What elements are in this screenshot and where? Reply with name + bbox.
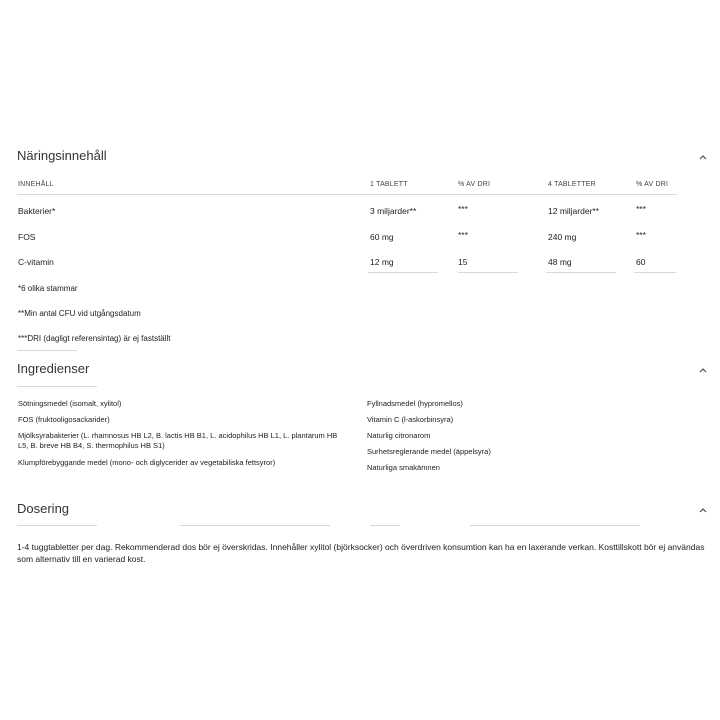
table-row-cell: 240 mg — [548, 232, 577, 242]
list-item: Naturliga smakämnen — [367, 463, 440, 472]
dosage-title[interactable]: Dosering — [17, 501, 70, 516]
list-item: Klumpförebyggande medel (mono- och diglycerider av vegetabiliska fettsyror) — [18, 458, 276, 467]
ingredients-title[interactable]: Ingredienser — [17, 361, 90, 376]
table-row-cell: 60 — [636, 257, 646, 267]
footnote: **Min antal CFU vid utgångsdatum — [18, 309, 141, 318]
table-row-cell: *** — [636, 230, 646, 240]
footnote: *6 olika stammar — [18, 284, 78, 293]
divider — [634, 272, 676, 273]
footnote: ***DRI (dagligt referensintag) är ej fastställt — [18, 334, 171, 343]
table-row-cell: 12 mg — [370, 257, 394, 267]
table-row-cell: *** — [636, 204, 646, 214]
divider — [368, 272, 438, 273]
list-item: FOS (fruktooligosackarider) — [18, 415, 110, 424]
list-item: Fyllnadsmedel (hypromellos) — [367, 399, 463, 408]
header-underline — [17, 194, 677, 195]
list-item: Naturlig citronarom — [367, 431, 431, 440]
table-row-cell: Bakterier* — [18, 206, 56, 216]
nutrition-title[interactable]: Näringsinnehåll — [17, 148, 107, 163]
table-row-cell: *** — [458, 230, 468, 240]
dosage-divider — [470, 525, 640, 526]
dosage-divider — [180, 525, 330, 526]
header-dri-4: % AV DRI — [636, 181, 669, 188]
table-row-cell: C-vitamin — [18, 257, 54, 267]
list-item: Mjölksyrabakterier (L. rhamnosus HB L2, B. lactis HB B1, L. acidophilus HB L1, L. plantarum HB L5, B. breve HB B4, S. thermophilus HB S1) — [18, 431, 338, 450]
divider — [458, 272, 518, 273]
divider — [546, 272, 616, 273]
ingredients-title-underline — [17, 386, 97, 387]
dosage-divider — [17, 525, 97, 526]
dosage-text: 1-4 tuggtabletter per dag. Rekommenderad dos bör ej överskridas. Innehåller xylitol (björksocker) och överdriven konsumtion kan ha en laxerande verkan. Kosttillskott bör ej användas som alternativ till en varierad kost. — [17, 542, 705, 564]
dosage-divider — [370, 525, 400, 526]
table-row-cell: 12 miljarder** — [548, 206, 600, 216]
table-row-cell: 15 — [458, 257, 468, 267]
header-4-tabletter: 4 TABLETTER — [548, 181, 596, 188]
list-item: Surhetsreglerande medel (äppelsyra) — [367, 447, 491, 456]
table-row-cell: 3 miljarder** — [370, 206, 417, 216]
ingredients-collapse-chevron-icon[interactable] — [698, 365, 708, 375]
nutrition-collapse-chevron-icon[interactable] — [698, 152, 708, 162]
list-item: Vitamin C (l-askorbinsyra) — [367, 415, 454, 424]
header-dri-1: % AV DRI — [458, 181, 491, 188]
table-row-cell: FOS — [18, 232, 36, 242]
table-row-cell: 48 mg — [548, 257, 572, 267]
list-item: Sötningsmedel (isomalt, xylitol) — [18, 399, 122, 408]
header-1-tablett: 1 TABLETT — [370, 181, 408, 188]
footnote-underline — [17, 350, 77, 351]
table-row-cell: 60 mg — [370, 232, 394, 242]
dosage-collapse-chevron-icon[interactable] — [698, 505, 708, 515]
header-innehall: INNEHÅLL — [18, 181, 54, 188]
table-row-cell: *** — [458, 204, 468, 214]
